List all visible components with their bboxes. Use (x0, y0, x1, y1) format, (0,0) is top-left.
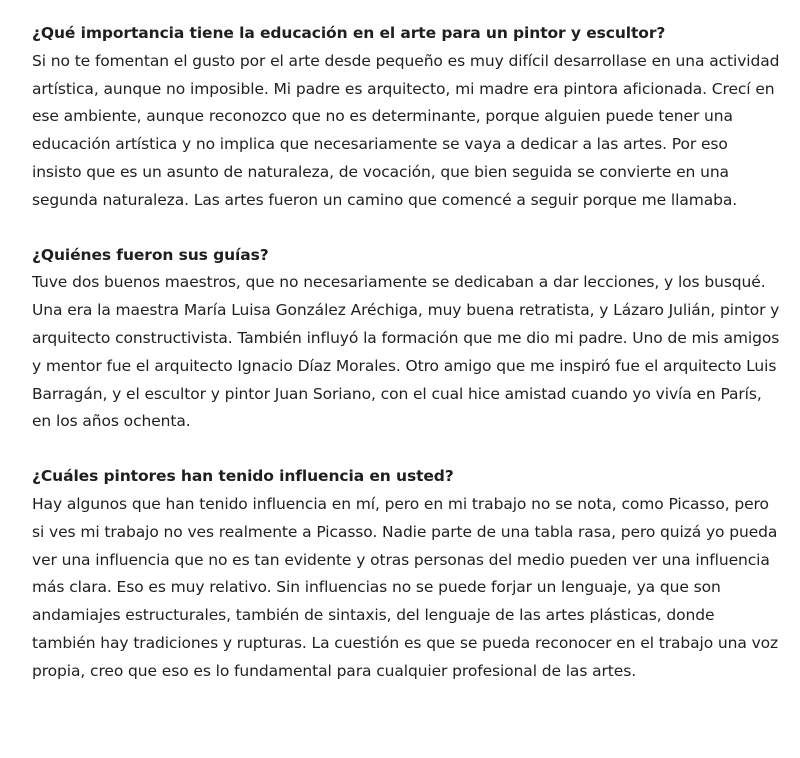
answer-paragraph: Tuve dos buenos maestros, que no necesariamente se dedicaban a dar lecciones, y los busqué. Una era la maestra María Luisa González Aréchiga, muy buena retratista, y Lázaro Julián, pintor y arquitecto constructivista. También influyó la formación que me dio mi padre. Uno de mis amigos y mentor fue el arquitecto Ignacio Díaz Morales. Otro amigo que me inspiró fue el arquitecto Luis Barragán, y el escultor y pintor Juan Soriano, con el cual hice amistad cuando yo vivía en París, en los años ochenta. (32, 273, 780, 431)
answer-paragraph: Si no te fomentan el gusto por el arte desde pequeño es muy difícil desarrollase en una actividad artística, aunque no imposible. Mi padre es arquitecto, mi madre era pintora aficionada. Crecí en ese ambiente, aunque reconozco que no es determinante, porque alguien puede tener una educación artística y no implica que necesariamente se vaya a dedicar a las artes. Por eso insisto que es un asunto de naturaleza, de vocación, que bien seguida se convierte en una segunda naturaleza. Las artes fueron un camino que comencé a seguir porque me llamaba. (32, 51, 780, 209)
answer-paragraph: Hay algunos que han tenido influencia en mí, pero en mi trabajo no se nota, como Picasso, pero si ves mi trabajo no ves realmente a Picasso. Nadie parte de una tabla rasa, pero quizá yo pueda ver una influencia que no es tan evidente y otras personas del medio pueden ver una influencia más clara. Eso es muy relativo. Sin influencias no se puede forjar un lenguaje, ya que son andamiajes estructurales, también de sintaxis, del lenguaje de las artes plásticas, donde también hay tradiciones y rupturas. La cuestión es que se pueda reconocer en el trabajo una voz propia, creo que eso es lo fundamental para cualquier profesional de las artes. (32, 494, 779, 680)
qa-block (32, 463, 780, 685)
qa-block (32, 242, 780, 437)
interview-article (32, 20, 780, 713)
question-heading: ¿Quiénes fueron sus guías? (32, 245, 269, 264)
qa-block (32, 20, 780, 215)
question-heading: ¿Qué importancia tiene la educación en el arte para un pintor y escultor? (32, 24, 666, 42)
question-heading: ¿Cuáles pintores han tenido influencia en usted? (32, 467, 454, 486)
